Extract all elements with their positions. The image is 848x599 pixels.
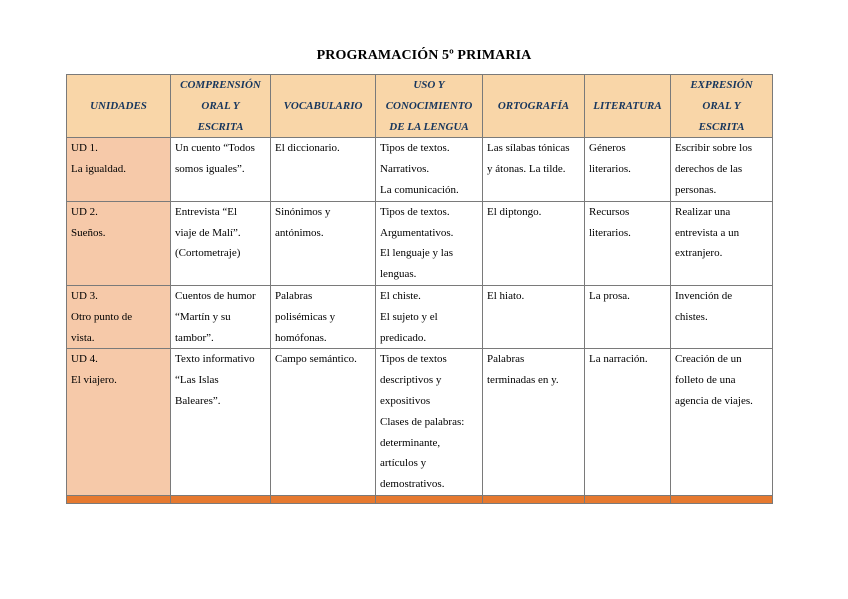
cell-line: Campo semántico. <box>275 353 357 366</box>
header-vocabulario <box>271 75 376 138</box>
header-comprension <box>171 75 271 138</box>
cell-line: vista. <box>71 331 95 344</box>
header-line: ESCRITA <box>197 120 244 133</box>
cell-expresion <box>671 138 773 201</box>
cell-line: Tipos de textos <box>380 353 447 366</box>
cell-line: determinante, <box>380 436 441 449</box>
cell-comprension <box>171 138 271 201</box>
cell-unidad <box>67 138 171 201</box>
cell-ortografia <box>483 285 585 348</box>
footer-bar-cell <box>585 495 671 503</box>
cell-line: antónimos. <box>275 226 324 239</box>
cell-line: literarios. <box>589 226 631 239</box>
cell-line: terminadas en y. <box>487 374 559 387</box>
cell-line: agencia de viajes. <box>675 394 753 407</box>
cell-line: Cuentos de humor <box>175 289 256 302</box>
cell-expresion <box>671 349 773 496</box>
header-row <box>67 75 773 138</box>
cell-line: polisémicas y <box>275 310 336 323</box>
cell-line: y átonas. La tilde. <box>487 163 566 176</box>
footer-bar-cell <box>271 495 376 503</box>
header-line: DE LA LENGUA <box>389 120 469 133</box>
cell-line: literarios. <box>589 163 631 176</box>
cell-line: somos iguales”. <box>175 163 245 176</box>
cell-expresion <box>671 285 773 348</box>
cell-line: extranjero. <box>675 247 723 260</box>
table-footer-bar <box>67 495 773 503</box>
cell-line: Texto informativo <box>175 353 255 366</box>
cell-line: La prosa. <box>589 289 630 302</box>
footer-bar-cell <box>483 495 585 503</box>
cell-line: Realizar una <box>675 205 731 218</box>
cell-line: El chiste. <box>380 289 421 302</box>
cell-line: Sinónimos y <box>275 205 331 218</box>
cell-uso-lengua <box>376 285 483 348</box>
cell-line: El lenguaje y las <box>380 247 454 260</box>
header-line: CONOCIMIENTO <box>385 99 473 112</box>
cell-line: UD 1. <box>71 142 98 155</box>
cell-vocabulario <box>271 349 376 496</box>
footer-bar-cell <box>376 495 483 503</box>
cell-literatura <box>585 349 671 496</box>
header-line: ESCRITA <box>698 120 745 133</box>
cell-line: folleto de una <box>675 374 736 387</box>
cell-line: expositivos <box>380 394 431 407</box>
cell-ortografia <box>483 201 585 285</box>
cell-line: Escribir sobre los <box>675 142 752 155</box>
cell-line: Recursos <box>589 205 630 218</box>
cell-line: Invención de <box>675 289 733 302</box>
cell-line: lenguas. <box>380 268 417 281</box>
cell-line: personas. <box>675 183 717 196</box>
cell-line: Argumentativos. <box>380 226 454 239</box>
cell-vocabulario <box>271 201 376 285</box>
cell-vocabulario <box>271 138 376 201</box>
header-line: ORAL Y <box>702 99 741 112</box>
cell-uso-lengua <box>376 138 483 201</box>
header-line: COMPRENSIÓN <box>180 79 261 91</box>
cell-line: Entrevista “El <box>175 205 238 218</box>
cell-unidad <box>67 349 171 496</box>
cell-literatura <box>585 285 671 348</box>
cell-line: predicado. <box>380 331 427 344</box>
cell-line: “Las Islas <box>175 374 219 387</box>
cell-line: “Martín y su <box>175 310 231 323</box>
header-line: ORTOGRAFÍA <box>497 99 570 112</box>
cell-line: La comunicación. <box>380 183 459 196</box>
header-line: EXPRESIÓN <box>690 79 753 91</box>
table-row <box>67 349 773 496</box>
cell-line: El sujeto y el <box>380 310 438 323</box>
cell-line: entrevista a un <box>675 226 740 239</box>
header-line: USO Y <box>413 79 445 91</box>
cell-line: artículos y <box>380 457 427 470</box>
cell-line: tambor”. <box>175 331 214 344</box>
header-uso-lengua <box>376 75 483 138</box>
cell-line: El diptongo. <box>487 205 542 218</box>
header-unidades <box>67 75 171 138</box>
footer-bar-cell <box>671 495 773 503</box>
programacion-table <box>66 74 773 504</box>
cell-line: viaje de Malí”. <box>175 226 241 239</box>
cell-comprension <box>171 285 271 348</box>
cell-comprension <box>171 201 271 285</box>
cell-line: UD 3. <box>71 289 98 302</box>
header-literatura <box>585 75 671 138</box>
page-title: PROGRAMACIÓN 5º PRIMARIA <box>316 48 532 63</box>
cell-line: Creación de un <box>675 353 742 366</box>
cell-unidad <box>67 285 171 348</box>
cell-line: Sueños. <box>71 226 106 239</box>
table-header <box>67 75 773 138</box>
header-line: ORAL Y <box>201 99 240 112</box>
table-row <box>67 201 773 285</box>
cell-line: Géneros <box>589 142 626 155</box>
cell-line: Palabras <box>487 353 525 366</box>
cell-unidad <box>67 201 171 285</box>
cell-line: (Cortometraje) <box>175 247 241 260</box>
cell-line: El diccionario. <box>275 142 340 155</box>
cell-ortografia <box>483 138 585 201</box>
cell-line: El hiato. <box>487 289 525 302</box>
cell-line: Otro punto de <box>71 310 133 323</box>
cell-uso-lengua <box>376 201 483 285</box>
cell-line: La narración. <box>589 353 648 366</box>
table-row <box>67 285 773 348</box>
cell-line: Narrativos. <box>380 163 430 176</box>
cell-comprension <box>171 349 271 496</box>
cell-line: UD 4. <box>71 353 98 366</box>
cell-line: homófonas. <box>275 331 327 344</box>
cell-line: Las sílabas tónicas <box>487 142 570 155</box>
cell-expresion <box>671 201 773 285</box>
cell-line: descriptivos y <box>380 374 442 387</box>
table-row <box>67 138 773 201</box>
cell-line: chistes. <box>675 310 708 323</box>
cell-line: Baleares”. <box>175 394 221 407</box>
cell-line: UD 2. <box>71 205 98 218</box>
footer-bar-cell <box>67 495 171 503</box>
header-line: LITERATURA <box>593 99 662 112</box>
header-line: VOCABULARIO <box>283 99 363 112</box>
cell-vocabulario <box>271 285 376 348</box>
cell-line: Clases de palabras: <box>380 415 465 428</box>
cell-line: La igualdad. <box>71 163 126 176</box>
cell-line: El viajero. <box>71 374 117 387</box>
cell-literatura <box>585 138 671 201</box>
header-line: UNIDADES <box>90 99 147 112</box>
header-expresion <box>671 75 773 138</box>
cell-line: derechos de las <box>675 163 743 176</box>
cell-line: Palabras <box>275 289 313 302</box>
cell-ortografia <box>483 349 585 496</box>
cell-line: Tipos de textos. <box>380 205 450 218</box>
table-body <box>67 138 773 504</box>
cell-literatura <box>585 201 671 285</box>
cell-line: Un cuento “Todos <box>175 142 255 155</box>
header-ortografia <box>483 75 585 138</box>
footer-bar-cell <box>171 495 271 503</box>
cell-uso-lengua <box>376 349 483 496</box>
cell-line: Tipos de textos. <box>380 142 450 155</box>
cell-line: demostrativos. <box>380 478 445 491</box>
